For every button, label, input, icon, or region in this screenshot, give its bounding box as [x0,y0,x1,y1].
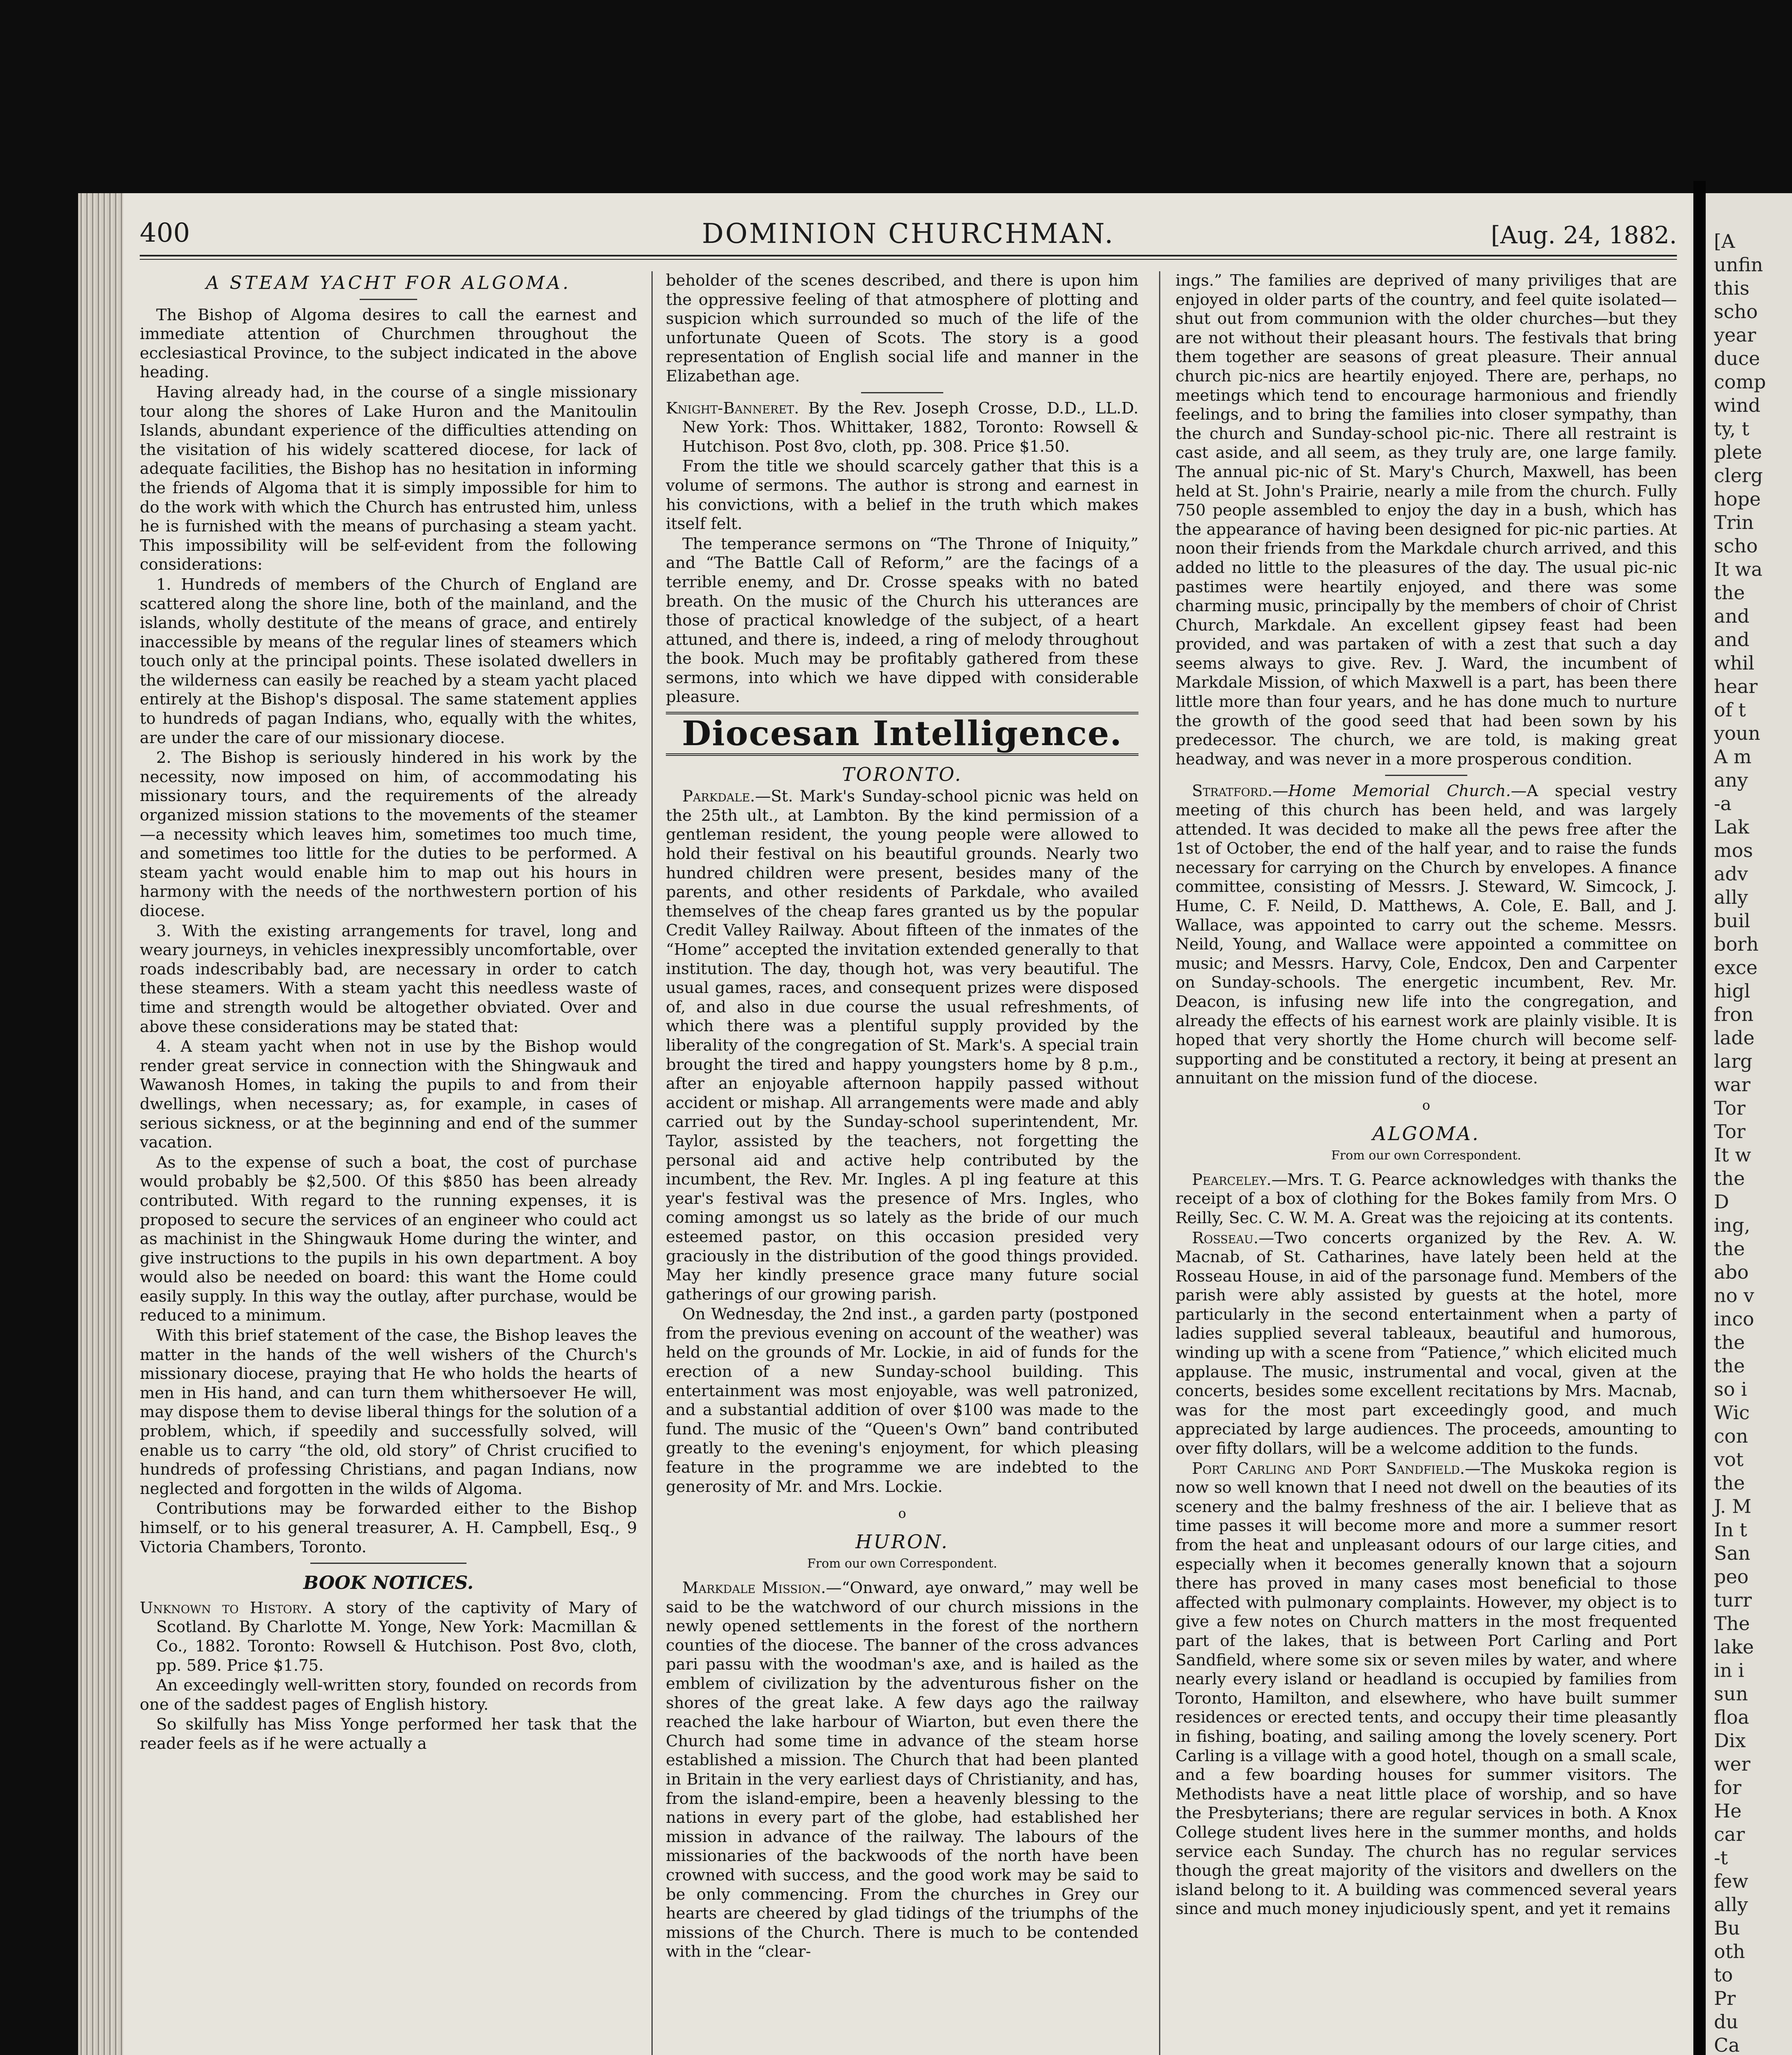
place-name: Stratford. [1192,782,1272,801]
facing-page-word: the [1714,1331,1745,1353]
paragraph: 2. The Bishop is seriously hindered in his work by the necessity, now imposed on him, of accommodating his missionary tours, and the requirements of the already organized mission stations to the movements of the steamer—a necessity which leaves him, sometimes too much time, and sometimes too little for the duties to be performed. A steam yacht would enable him to map out his hours in harmony with the needs of the northwestern portion of his diocese. [140,748,637,920]
book-notice [140,1599,637,1675]
section-heading: BOOK NOTICES. [303,1572,474,1594]
masthead-title: DOMINION CHURCHMAN. [702,218,1115,249]
facing-page-word: Bu [1714,1917,1740,1939]
facing-page-word: Lak [1714,816,1749,838]
facing-page-word: wer [1714,1753,1750,1775]
news-item [1175,1229,1677,1459]
facing-page-word: few [1714,1870,1748,1892]
facing-page-word: for [1714,1776,1741,1799]
paragraph: As to the expense of such a boat, the cost of purchase would probably be $2,500. Of this $850 has been already contributed. With regard to the running expenses, it is proposed to secure the services of an engineer who could act as machinist in the Shingwauk Home during the winter, and give instructions to the pupils in his own department. A boy would also be needed on board: this want the Home could easily supply. In this way the outlay, after purchase, would be reduced to a minimum. [140,1153,637,1325]
facing-page-word: higl [1714,980,1750,1002]
column-2 [666,271,1138,2055]
newspaper-page [123,193,1693,2055]
facing-page-word: of t [1714,699,1746,721]
book-details: By the Rev. Joseph Crosse, D.D., LL.D. New York: Thos. Whittaker, 1882, Toronto: Rowsell & Hutchison. Post 8vo, cloth, pp. 308. Price $1.50. [682,399,1138,456]
paragraph: ings.” The families are deprived of many priviliges that are enjoyed in older parts of the country, and feel quite isolated—shut out from communion with the older churches—but they are not without their pleasant hours. The festivals that bring them together are seasons of great pleasure. Their annual church pic-nics are heartily enjoyed. There are, perhaps, no meetings which tend to encourage harmonious and friendly feelings, and to bring the families into closer sympathy, than the church and Sunday-school pic-nic. There all restraint is cast aside, and all seem, as they truly are, one large family. The annual pic-nic of St. Mary's Church, Maxwell, has been held at St. John's Prairie, nearly a mile from the church. Fully 750 people assembled to enjoy the day in a bush, which has the appearance of having been designed for pic-nic parties. At noon their friends from the Markdale church arrived, and this added no little to the pleasures of the day. The usual pic-nic pastimes were heartily enjoyed, and there was some charming music, principally by the members of choir of Christ Church, Markdale. An excellent gipsey feast had been provided, and was partaken of with a zest that such a day seems always to give. Rev. J. Ward, the incumbent of Markdale Mission, of which Maxwell is a part, has been there little more than four years, and he has done much to nurture the growth of the good seed that had been sown by his predecessor. The church, we are told, is making great headway, and was never in a more prosperous condition. [1175,271,1677,769]
facing-page-word: ally [1714,886,1748,908]
facing-page-word: year [1714,324,1756,346]
facing-page-word: It wa [1714,558,1763,580]
news-text: —“Onward, aye onward,” may well be said to be the watchword of our church missions in the newly opened settlements in the forest of the northern counties of the diocese. The banner of the cross advances pari passu with the woodman's axe, and is hailed as the emblem of civilization by the adventurous fisher on the shores of the great lake. A few days ago the railway reached the lake harbour of Wiarton, but even there the Church had some time in advance of the steam horse established a mission. The Church that had been planted in Britain in the very earliest days of Christianity, and has, from the island-empire, been a heavenly blessing to the nations in every part of the globe, had established her mission in advance of the railway. The labours of the missionaries of the backwoods of the north have been crowned with success, and the good work may be said to be only commencing. From the churches in Grey our hearts are cheered by glad tidings of the triumphs of the missions of the Church. There is much to be contended with in the “clear- [666,1579,1138,1961]
facing-page-word: in i [1714,1659,1744,1681]
book-title: Knight-Banneret. [666,399,799,418]
separator: o [1422,1097,1430,1113]
facing-page-word: larg [1714,1050,1753,1072]
divider [861,392,943,393]
article-title: A STEAM YACHT FOR ALGOMA. [206,272,571,293]
facing-page-word: wind [1714,394,1761,416]
facing-page-word: Trin [1714,511,1754,533]
paragraph: The Bishop of Algoma desires to call the earnest and immediate attention of Churchmen throughout the ecclesiastical Province, to the subject indicated in the above heading. [140,305,637,382]
column-3 [1175,271,1677,2055]
news-text: —Two concerts organized by the Rev. A. W. Macnab, of St. Catharines, have lately been held at the Rosseau House, in aid of the parsonage fund. Members of the parish were ably assisted by guests at the hotel, more particularly in the second entertainment when a party of ladies supplied several tableaux, beautiful and humorous, winding up with a scene from “Patience,” which elicited much applause. The music, instrumental and vocal, given at the concerts, besides some excellent recitations by Mrs. Macnab, was for the most part exceedingly good, and much appreciated by large audiences. The proceeds, amounting to over fifty dollars, will be a welcome addition to the funds. [1175,1228,1677,1458]
facing-page-word: In t [1714,1519,1747,1541]
church-name: —Home Memorial Church. [1272,782,1511,801]
paragraph: Having already had, in the course of a single missionary tour along the shores of Lake Huron and the Manitoulin Islands, abundant experience of the difficulties attending on the visitation of his widely scattered diocese, for lack of adequate facilities, the Bishop has no hesitation in informing the friends of Algoma that it is simply impossible for him to do the work with which the Church has entrusted him, unless he is furnished with the means of purchasing a steam yacht. This impossibility will be self-evident from the following considerations: [140,383,637,574]
news-text: —Mrs. T. G. Pearce acknowledges with thanks the receipt of a box of clothing for the Bokes family from Mrs. O Reilly, Sec. C. W. M. A. Great was the rejoicing at its contents. [1175,1170,1677,1227]
separator: o [898,1505,906,1522]
facing-page-word: Tor [1714,1120,1746,1143]
facing-page-word: the [1714,1355,1745,1377]
divider [1385,775,1467,776]
facing-page-word: any [1714,769,1748,791]
facing-page-word: lade [1714,1027,1755,1049]
facing-page-word: sun [1714,1683,1748,1705]
facing-page-word: Pr [1714,1987,1736,2009]
facing-page-word: unfin [1714,254,1763,276]
diocese-heading: TORONTO. [842,763,963,785]
facing-page-word: war [1714,1074,1750,1096]
place-name: Parkdale. [682,787,755,806]
facing-page-word: Wic [1714,1402,1750,1424]
column-1 [140,271,637,2055]
facing-page-word: du [1714,2011,1739,2033]
facing-page-word: ing, [1714,1214,1750,1236]
facing-page-word: ally [1714,1893,1748,1916]
correspondent-line: From our own Correspondent. [807,1556,998,1571]
place-name: Markdale Mission. [682,1579,826,1597]
paragraph: With this brief statement of the case, the Bishop leaves the matter in the hands of the well wishers of the Church's missionary diocese, praying that He who holds the hearts of men in His hand, and can turn them whithersoever He will, may dispose them to devise liberal things for the solution of a problem, which, if speedily and successfully solved, will enable us to carry “the old, old story” of Christ crucified to hundreds of professing Christians, and pagan Indians, now neglected and forgotten in the wilds of Algoma. [140,1326,637,1498]
facing-page-word: A m [1714,746,1752,768]
facing-page-word: the [1714,582,1745,604]
facing-page-word: D [1714,1191,1729,1213]
header-rule [140,255,1677,260]
facing-page-word: car [1714,1823,1745,1845]
paragraph: 3. With the existing arrangements for travel, long and weary journeys, in vehicles inexpressibly uncomfortable, over roads indescribably bad, are necessary in order to catch these steamers. With a steam yacht this needless waste of time and strength would be altogether obviated. Over and above these considerations may be stated that: [140,921,637,1036]
book-details: A story of the captivity of Mary of Scotland. By Charlotte M. Yonge, New York: Macmillan & Co., 1882. Toronto: Rowsell & Hutchison. Post 8vo, cloth, pp. 589. Price $1.75. [156,1598,637,1675]
section-rule [310,1563,466,1564]
facing-page-word: scho [1714,535,1758,557]
facing-page-word: -t [1714,1847,1728,1869]
facing-page-word: turr [1714,1589,1752,1611]
facing-page-word: so i [1714,1378,1747,1400]
facing-page-word: fron [1714,1003,1754,1025]
facing-page-word: the [1714,1472,1745,1494]
news-text: —A special vestry meeting of this church has been held, and was largely attended. It was decided to make all the pews free after the 1st of October, the end of the half year, and to raise the funds necessary for carrying on the Church by envelopes. A finance committee, consisting of Messrs. J. Steward, W. Simcock, J. Hume, C. F. Neild, D. Matthews, A. Cole, E. Ball, and J. Wallace, was appointed to carry out the scheme. Messrs. Neild, Young, and Wallace were appointed a committee on music; and Messrs. Harvy, Cole, Endcox, Den and Carpenter on Sunday-schools. The energetic incumbent, Rev. Mr. Deacon, is infusing new life into the congregation, and already the effects of his earnest work are plainly visible. It is hoped that very shortly the Home church will become self-supporting and be constituted a rectory, it being at present an annuitant on the mission fund of the diocese. [1175,782,1677,1088]
facing-page-word: no v [1714,1284,1754,1307]
facing-page-word: San [1714,1542,1750,1564]
facing-page-word: buil [1714,910,1750,932]
facing-page-word: abo [1714,1261,1749,1283]
facing-page-word: comp [1714,371,1766,393]
section-banner: Diocesan Intelligence. [666,712,1138,756]
book-notice [666,399,1138,457]
facing-page-word: con [1714,1425,1748,1447]
facing-page-word: floa [1714,1706,1749,1728]
diocese-heading: ALGOMA. [1372,1122,1480,1145]
facing-page-word: plete [1714,441,1762,463]
gutter-shadow [1693,181,1706,2055]
facing-page-word: this [1714,277,1750,299]
book-title: Unknown to History. [140,1598,313,1617]
place-name: Rosseau. [1192,1228,1259,1247]
paragraph: beholder of the scenes described, and there is upon him the oppressive feeling of that atmosphere of plotting and suspicion which surrounded so much of the life of the unfortunate Queen of Scots. The story is a good representation of English social life and manner in the Elizabethan age. [666,271,1138,386]
facing-page-word: exce [1714,956,1758,979]
paragraph: 4. A steam yacht when not in use by the Bishop would render great service in connection with the Shingwauk and Wawanosh Homes, in taking the pupils to and from their dwellings, when necessary; as, for example, in cases of serious sickness, or at the beginning and end of the summer vacation. [140,1037,637,1152]
facing-page-word: Tor [1714,1097,1746,1119]
facing-page-word: hope [1714,488,1761,510]
facing-page-word: J. M [1714,1495,1752,1517]
facing-page-word: oth [1714,1940,1745,1963]
paragraph: 1. Hundreds of members of the Church of England are scattered along the shore line, both of the mainland, and the islands, wholly destitute of the means of grace, and entirely inaccessible by means of the regular lines of steamers which touch only at the principal points. These isolated dwellers in the wilderness can easily be reached by a steam yacht placed entirely at the Bishop's disposal. The same statement applies to hundreds of pagan Indians, who, equally with the whites, are under the care of our missionary diocese. [140,575,637,747]
facing-page-word: vot [1714,1448,1744,1471]
paragraph: So skilfully has Miss Yonge performed her task that the reader feels as if he were actually a [140,1715,637,1753]
facing-page-word: the [1714,1238,1745,1260]
news-item [666,1579,1138,1962]
facing-page-word: to [1714,1964,1733,1986]
facing-page-word: scho [1714,300,1758,323]
facing-page-word: and [1714,628,1750,651]
paragraph: From the title we should scarcely gather that this is a volume of sermons. The author is strong and earnest in his convictions, with a belief in the truth which makes itself felt. [666,457,1138,533]
facing-page-word: mos [1714,839,1753,861]
facing-page-word: adv [1714,863,1748,885]
paragraph: An exceedingly well-written story, founded on records from one of the saddest pages of English history. [140,1676,637,1714]
facing-page-word: [A [1714,230,1735,252]
news-text: —The Muskoka region is now so well known that I need not dwell on the beauties of its scenery and the balmy freshness of the air. I believe that as time passes it will become more and more a summer resort from the heat and unpleasant odours of our large cities, and especially when it becomes generally known that a sojourn there has proved in many cases most beneficial to those affected with pulmonary complaints. However, my object is to give a few notes on Church matters in the most frequented part of the lakes, that is between Port Carling and Port Sandfield, where some six or seven miles by water, and where nearly every island or headland is occupied by families from Toronto, Hamilton, and elsewhere, who have built summer residences or erected tents, and occupy their time pleasantly in fishing, boating, and sailing among the lovely scenery. Port Carling is a village with a good hotel, though on a small scale, and a few boarding houses for summer visitors. The Methodists have a neat little place of worship, and so have the Presbyterians; there are regular services in both. A Knox College student lives here in the summer months, and holds service each Sunday. The church has no regular services though the great majority of the visitors and dwellers on the island belong to it. A building was commenced several years since and much money injudiciously spent, and yet it remains [1175,1459,1677,1919]
facing-page-word: peo [1714,1565,1749,1588]
facing-page-word: clerg [1714,464,1763,487]
column-rule [1159,271,1160,2055]
news-item [1175,1171,1677,1228]
paragraph: The temperance sermons on “The Throne of Iniquity,” and “The Battle Call of Reform,” are the facings of a terrible enemy, and Dr. Crosse speaks with no bated breath. On the music of the Church his utterances are those of practical knowledge of the subject, of a heart attuned, and there is, indeed, a ring of melody throughout the book. Much may be profitably gathered from these sermons, into which we have dipped with considerable pleasure. [666,534,1138,707]
facing-page-word: The [1714,1612,1750,1635]
facing-page-word: He [1714,1800,1742,1822]
facing-page-word: ty, t [1714,418,1750,440]
paragraph: On Wednesday, the 2nd inst., a garden party (postponed from the previous evening on account of the weather) was held on the grounds of Mr. Lockie, in aid of funds for the erection of a new Sunday-school building. This entertainment was most enjoyable, was well patronized, and a substantial addition of over $100 was made to the fund. The music of the “Queen's Own” band contributed greatly to the evening's enjoyment, for which pleasing feature in the programme we are indebted to the generosity of Mr. and Mrs. Lockie. [666,1305,1138,1496]
news-item [1175,782,1677,1088]
issue-date: [Aug. 24, 1882. [1491,221,1677,249]
column-rule [651,271,653,2055]
place-name: Port Carling and Port Sandfield. [1192,1459,1465,1478]
page-number: 400 [140,218,190,248]
facing-page-word: the [1714,1167,1745,1189]
facing-page-word: borh [1714,933,1759,955]
facing-page-word: youn [1714,722,1760,744]
diocese-heading: HURON. [855,1530,949,1553]
facing-page-word: -a [1714,792,1732,815]
news-item [666,787,1138,1304]
title-rule [360,299,417,300]
facing-page-word: inco [1714,1308,1754,1330]
news-text: —St. Mark's Sunday-school picnic was held on the 25th ult., at Lambton. By the kind permission of a gentleman resident, the young people were allowed to hold their festival on his beautiful grounds. Nearly two hundred children were present, besides many of the parents, and other residents of Parkdale, who availed themselves of the cheap fares granted us by the popular Credit Valley Railway. About fifteen of the inmates of the “Home” accepted the invitation extended generally to that institution. The day, though hot, was very beautiful. The usual games, races, and consequent prizes were disposed of, and also in due course the usual refreshments, of which there was a plentiful supply provided by the liberality of the congregation of St. Mark's. A special train brought the tired and happy youngsters home by 8 p.m., after an enjoyable afternoon happily passed without accident or mishap. All arrangements were made and ably carried out by the Sunday-school superintendent, Mr. Taylor, assisted by the teachers, not forgetting the personal aid and active help contributed by the incumbent, the Rev. Mr. Ingles. A pl ing feature at this year's festival was the presence of Mrs. Ingles, who coming amongst us so lately as the bride of our much esteemed pastor, on this occasion presided very graciously in the distribution of the good things provided. May her kindly presence grace many future social gatherings of our growing parish. [666,787,1138,1304]
facing-page-word: It w [1714,1144,1751,1166]
facing-page-word: hear [1714,675,1758,697]
facing-page-word: Dix [1714,1729,1746,1752]
correspondent-line: From our own Correspondent. [1331,1148,1522,1163]
news-item [1175,1459,1677,1919]
paragraph: Contributions may be forwarded either to the Bishop himself, or to his general treasurer, A. H. Campbell, Esq., 9 Victoria Chambers, Toronto. [140,1499,637,1556]
facing-page-word: duce [1714,347,1760,369]
facing-page-word: Ca [1714,2034,1740,2055]
facing-page-word: and [1714,605,1750,627]
facing-page-word: whil [1714,652,1755,674]
place-name: Pearceley. [1192,1170,1272,1189]
page-header [140,210,1677,255]
facing-page-word: lake [1714,1636,1754,1658]
book-spine-edges [78,193,123,2055]
